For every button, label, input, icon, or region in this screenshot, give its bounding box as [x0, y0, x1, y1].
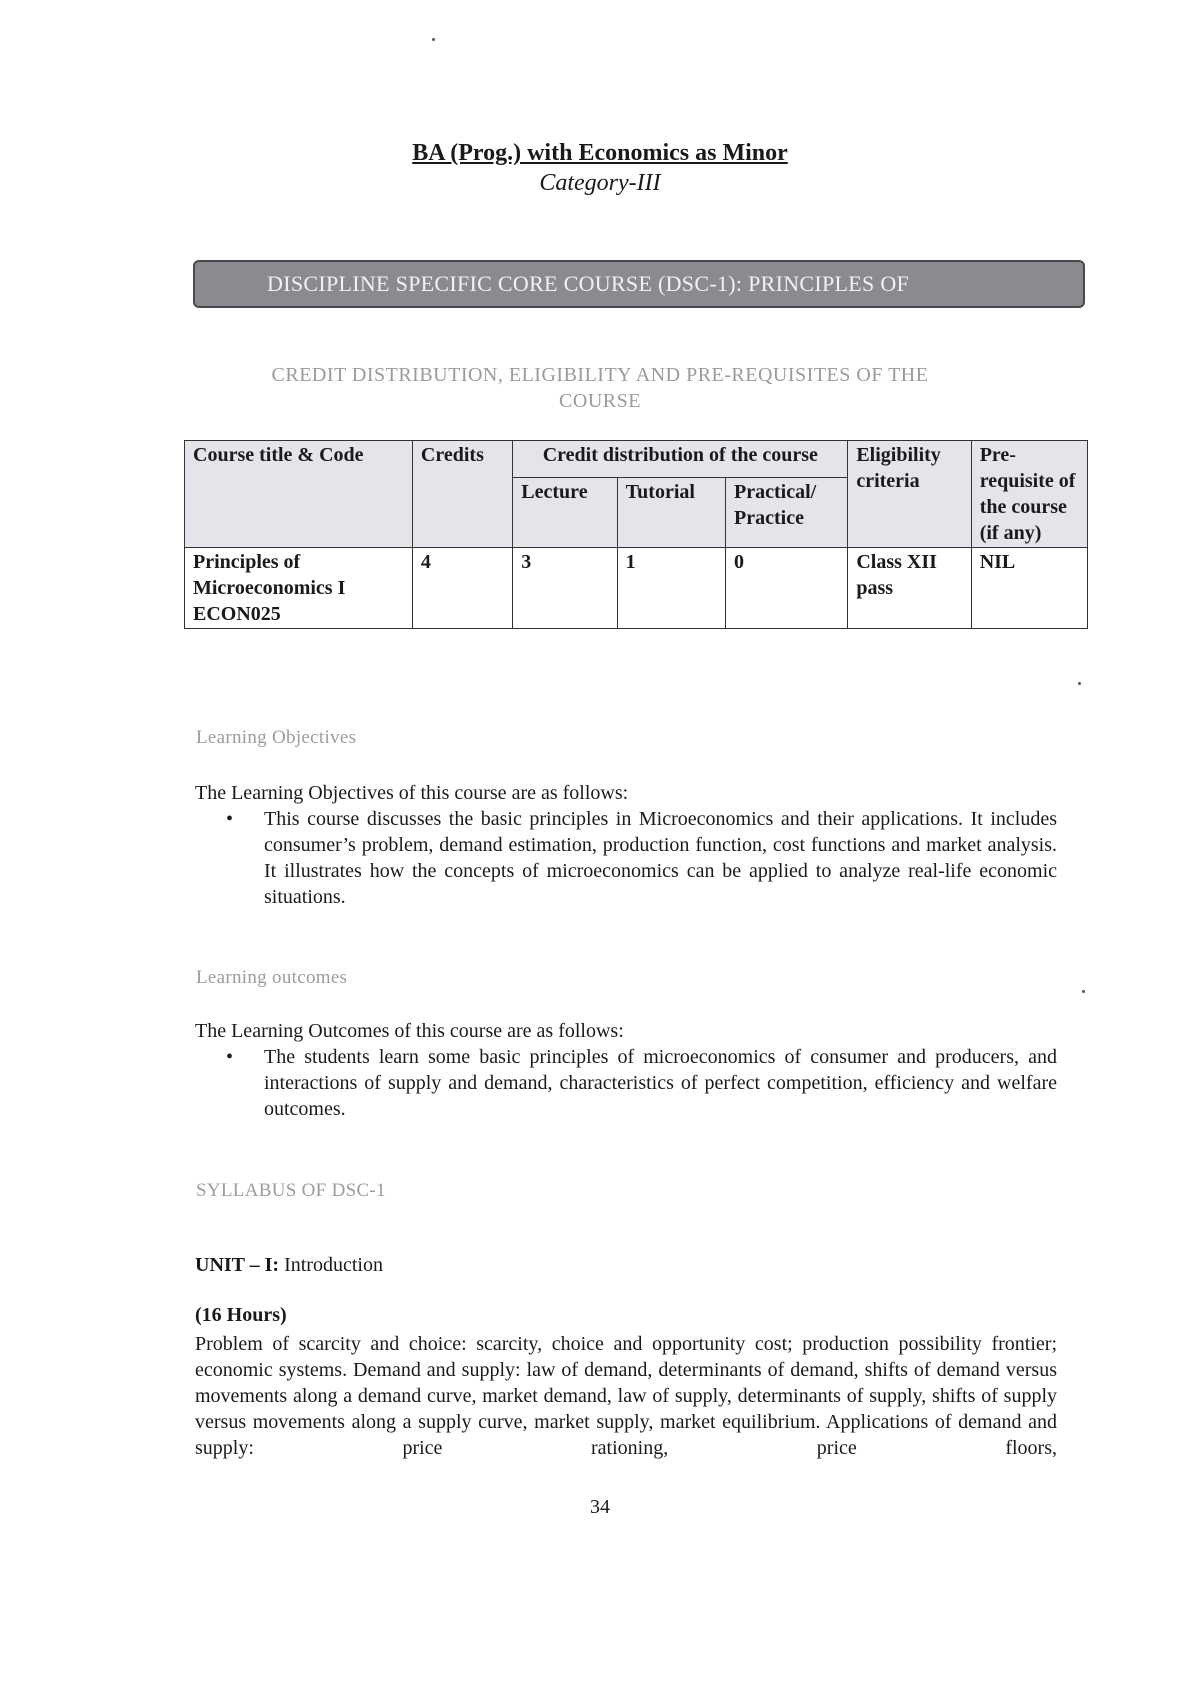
bullet-icon: •	[226, 1046, 234, 1068]
syllabus-heading: SYLLABUS OF DSC-1	[196, 1180, 386, 1201]
header-course-title: Course title & Code	[185, 441, 413, 548]
scan-speck	[432, 38, 435, 41]
cell-tutorial: 1	[617, 548, 725, 629]
cell-course-title: Principles of Microeconomics I ECON025	[185, 548, 413, 629]
document-subtitle: Category-III	[539, 170, 661, 196]
cell-eligibility: Class XII pass	[848, 548, 971, 629]
list-item	[228, 1044, 1057, 1122]
learning-objectives-intro: The Learning Objectives of this course are as follows:	[195, 782, 629, 804]
bullet-icon: •	[226, 808, 234, 830]
header-eligibility: Eligibility criteria	[848, 441, 971, 548]
cell-credits: 4	[412, 548, 512, 629]
header-practical: Practical/ Practice	[726, 477, 848, 547]
scan-speck	[1082, 990, 1085, 993]
scan-speck	[1078, 682, 1081, 685]
credit-distribution-table	[184, 440, 1088, 629]
header-prerequisite: Pre-requisite of the course (if any)	[971, 441, 1087, 548]
header-credit-distribution: Credit distribution of the course	[513, 441, 848, 478]
learning-outcome-text: The students learn some basic principles of microeconomics of consumer and producers, and interactions of supply and demand, characteristics of perfect competition, efficiency and welfare outcomes.	[264, 1046, 1057, 1120]
learning-outcomes-heading: Learning outcomes	[196, 967, 348, 988]
unit-hours: (16 Hours)	[195, 1304, 287, 1326]
document-title: BA (Prog.) with Economics as Minor	[412, 140, 788, 166]
header-lecture: Lecture	[513, 477, 617, 547]
learning-outcomes-intro: The Learning Outcomes of this course are as follows:	[195, 1020, 624, 1042]
header-credits: Credits	[412, 441, 512, 548]
course-banner: DISCIPLINE SPECIFIC CORE COURSE (DSC-1): PRINCIPLES OF	[193, 260, 1085, 308]
unit-heading	[195, 1254, 383, 1277]
list-item	[228, 806, 1057, 910]
cell-prerequisite: NIL	[971, 548, 1087, 629]
page-number: 34	[590, 1496, 610, 1518]
unit-description: Problem of scarcity and choice: scarcity, choice and opportunity cost; production possibility frontier; economic systems. Demand and supply: law of demand, determinants of demand, shifts of demand versus movements along a demand curve, market demand, law of supply, determinants of supply, shifts of supply versus movements along a supply curve, market supply, market equilibrium. Applications of demand and supply: price rationing, price floors,	[195, 1333, 1057, 1459]
unit-title: Introduction	[284, 1254, 383, 1276]
cell-practical: 0	[726, 548, 848, 629]
table-header-row	[185, 441, 1088, 478]
credit-heading-line-1: CREDIT DISTRIBUTION, ELIGIBILITY AND PRE-REQUISITES OF THE	[271, 364, 929, 386]
learning-objectives-heading: Learning Objectives	[196, 727, 357, 748]
learning-objective-text: This course discusses the basic principles in Microeconomics and their applications. It includes consumer’s problem, demand estimation, production function, cost functions and market analysis. It illustrates how the concepts of microeconomics can be applied to analyze real-life economic situations.	[264, 808, 1057, 908]
table-row	[185, 548, 1088, 629]
credit-heading-line-2: COURSE	[559, 390, 641, 412]
header-tutorial: Tutorial	[617, 477, 725, 547]
unit-label: UNIT – I:	[195, 1254, 280, 1276]
cell-lecture: 3	[513, 548, 617, 629]
credit-distribution-heading	[0, 362, 1200, 414]
